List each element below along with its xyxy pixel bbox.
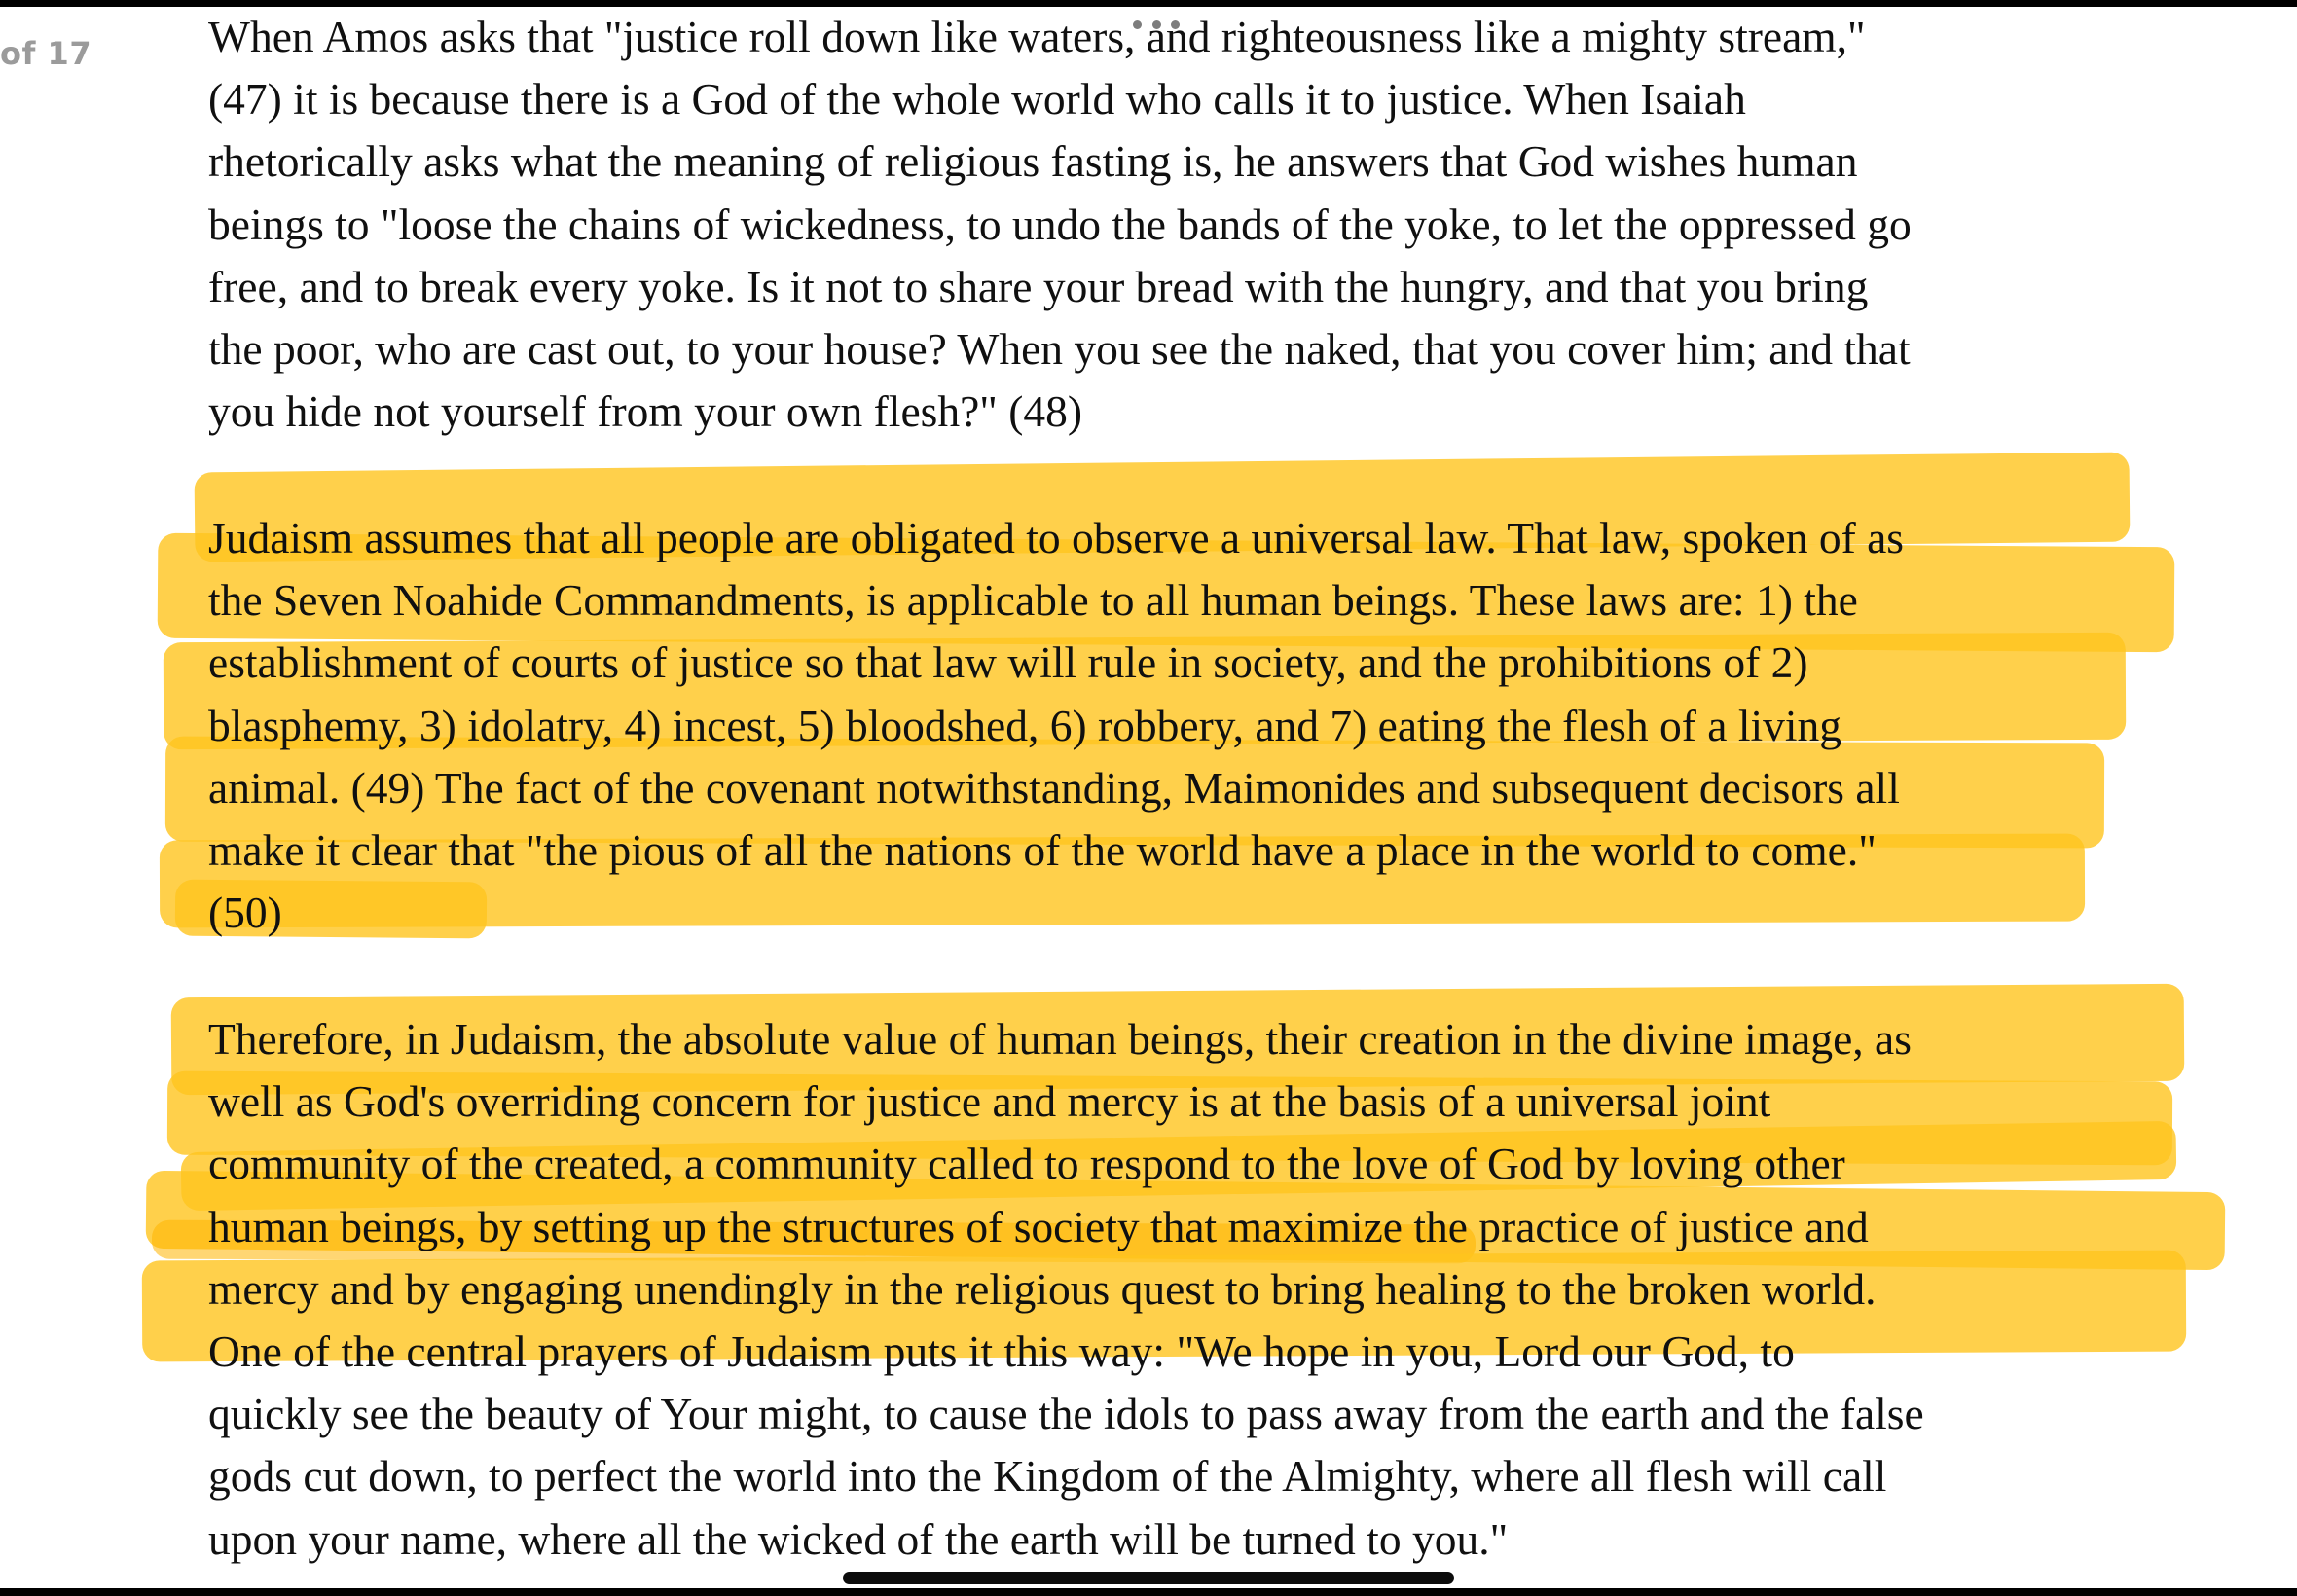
page-indicator: of 17 xyxy=(0,35,92,72)
bottom-bar xyxy=(0,1588,2297,1596)
paragraph: Judaism assumes that all people are obligated to observe a universal law. That law, spoken of as the Seven Noahide Commandments, is applicable to all human beings. These laws are: 1) the establishment of courts of justice so that law will rule in society, and the prohibitions of 2) blasphemy, 3) idolatry, 4) incest, 5) bloodshed, 6) robbery, and 7) eating the flesh of a living animal. (49) The fact of the covenant notwithstanding, Maimonides and subsequent decisors all make it clear that "the pious of all the nations of the world have a place in the world to come." (50) xyxy=(208,513,1904,938)
paragraph: When Amos asks that "justice roll down like waters, and righteousness like a mighty stream," (47) it is because there is a God of the whole world who calls it to justice. When Isaiah rhetorically asks what the meaning of religious fasting is, he answers that God wishes human beings to "loose the chains of wickedness, to undo the bands of the yoke, to let the oppressed go free, and to break every yoke. Is it not to share your bread with the hungry, and that you bring the poor, who are cast out, to your house? When you see the naked, that you cover him; and that you hide not yourself from your own flesh?" (48) xyxy=(208,12,1912,437)
home-indicator[interactable] xyxy=(843,1572,1454,1584)
paragraph: Therefore, in Judaism, the absolute value of human beings, their creation in the divine image, as well as God's overriding concern for justice and mercy is at the basis of a universal joint community of the created, a community called to respond to the love of God by loving other human beings, by setting up the structures of society that maximize the practice of justice and mercy and by engaging unendingly in the religious quest to bring healing to the broken world. One of the central prayers of Judaism puts it this way: "We hope in you, Lord our God, to quickly see the beauty of Your might, to cause the idols to pass away from the earth and the false gods cut down, to perfect the world into the Kingdom of the Almighty, where all flesh will call upon your name, where all the wicked of the earth will be turned to you." xyxy=(208,1014,1924,1564)
